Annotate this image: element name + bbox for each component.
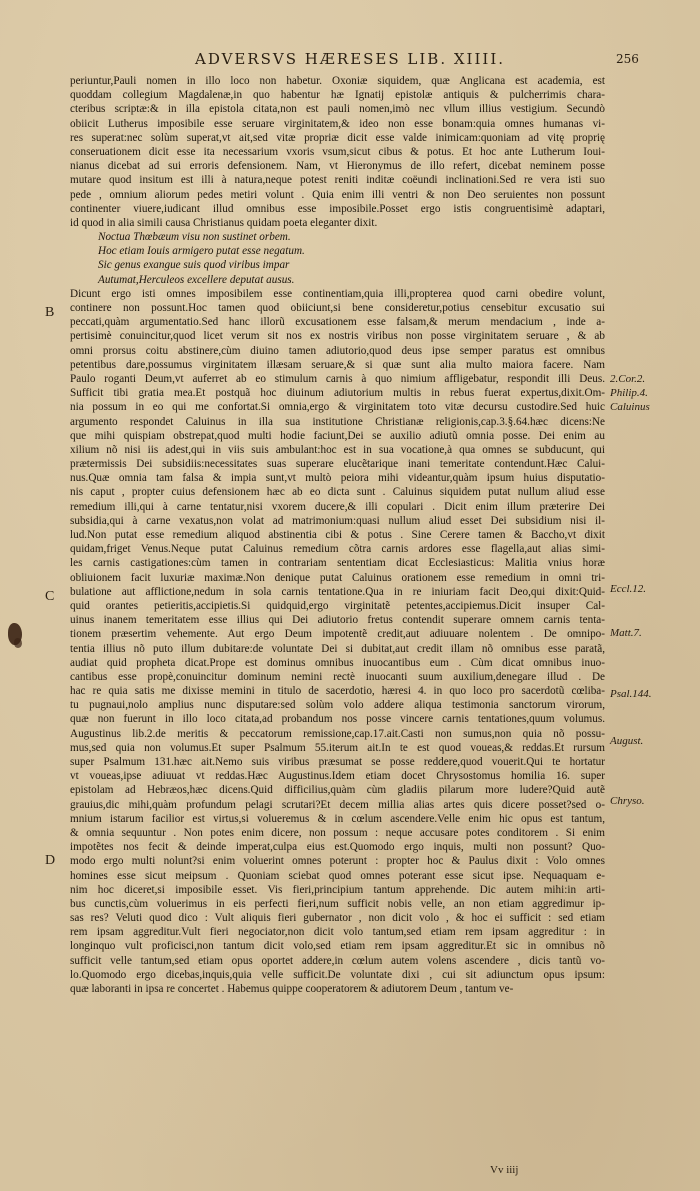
text-line: argumento respondet Caluinus in illa sua institutione Christianæ religionis,cap.3.§.64.hæc dicens:Ne (70, 415, 605, 428)
text-line: Dicunt ergo isti omnes imposibilem esse continentiam,quia illi,propterea quod carni obedire volunt, (70, 287, 605, 300)
text-line: quoddam collegium Magdalenæ,in quo habentur hæ Ignatij epistolæ antiquis & pulcherrimis chara- (70, 89, 605, 102)
ink-blot-small (14, 638, 22, 648)
text-line: nianus dicebat ad sui erroris defensionem. Nam, vt Hieronymus de illo refert, dicebat neminem posse (70, 160, 605, 173)
text-line: rem ipsam aggreditur.Vult fieri negociator,non dicit volo tantum,sed etiam rem ipsam aggreditur : in (70, 926, 605, 939)
text-line: impotẽtes nos fecit & deinde imperat,culpa eius est.Quomodo ergo inquis, multi non possunt? Quo- (70, 841, 605, 854)
text-line: quidam,friget Venus.Neque putat Caluinus remedium cõtra carnis ardores esse flagella,aut alias simi- (70, 543, 605, 556)
margin-note-2cor: 2.Cor.2. (610, 373, 646, 385)
text-line: nis caput , propter cuius defensionem hæc ab eo dicta sunt . Caluinus siquidem putat nullum aliud esse (70, 486, 605, 499)
text-line: Augustinus lib.2.de meritis & peccatorum remissione,cap.17.ait.Casti non sumus,non quia nõ possu- (70, 727, 605, 740)
catchword-signature: Vv iiij (490, 1164, 519, 1176)
text-line: nia possum in eo qui me confortat.Si omnia,ergo & virginitatem toto vitæ decursu custodire.Sed huic (70, 401, 605, 414)
text-line: prætermissis Dei subsidiis:necessitates suas superare elucẽtarique inani temeritate contendunt.Hæc Calui- (70, 458, 605, 471)
margin-note-philip: Philip.4. (610, 387, 648, 399)
text-line: bulatione aut afflictione,nedum in sola carnis tentatione.Qua in re iniuriam facit Deo,qui dixit:Quid- (70, 585, 605, 598)
text-line: subsidia,qui à carne vexatus,non volat ad matrimonium:quasi nullum aliud esset Dei subsidium nisi il- (70, 514, 605, 527)
section-marker-b: B (45, 305, 55, 320)
text-line: Sufficit tibi gratia mea.Et postquã hoc diuinum adiutorium multis in rebus fuerat expertus,dixit.Om- (70, 387, 605, 400)
poem-line: Noctua Thœbæum visu non sustinet orbem. (98, 231, 291, 244)
margin-note-chryso: Chryso. (610, 795, 645, 807)
text-line: periuntur,Pauli nomen in illo loco non habetur. Oxoniæ siquidem, quæ Anglicana est academia, est (70, 75, 605, 87)
text-line: quid orantes petieritis,accipietis.Si quidquid,ergo virginitatẽ petentes,accipiemus.Dicit insuper Cal- (70, 599, 605, 612)
text-line: mnium istarum facilior est virtus,si volueremus & in cœlum ascendere.Velle enim hic opus est tantum, (70, 812, 605, 825)
text-line: les carnis castigationes:cùm tamen in contrariam sententiam dicat Ecclesiasticus: Malitia vnius horæ (70, 557, 605, 570)
text-line: nim hoc diceret,si imposibile esset. Vis fieri,principium tantum apprehende. Dic autem mihi:in arti- (70, 883, 605, 896)
text-line: homines esse sicut meipsum . Quoniam sciebat quod omnes poterant esse sicut ipse. Nequaquam e- (70, 869, 605, 882)
text-line: obliuionem facit luxuriæ maximæ.Non denique putat Caluinus orationem esse remedium in omni tri- (70, 571, 605, 584)
text-line: obiicit Lutherus imposibile esse seruare virginitatem,& ideo non esse bonam:quia omnes humanas vi- (70, 117, 605, 130)
text-line: sas res? Veluti quod dico : Vult aliquis fieri gubernator , non dicit volo , & hoc ei sufficit : sed etiam (70, 912, 605, 925)
text-line: nus.Quæ omnia tam falsa & impia sunt,vt multò peiora mihi videantur,quàm ipsum huius disputatio- (70, 472, 605, 485)
text-line: omni prorsus coitu abstinere,cùm diuino tamen adiutorio,quod deus ipse semper paratus est omnibus (70, 344, 605, 357)
text-line: & omnia sequuntur . Non potes enim dicere, non possum : neque accusare potes conditorem . Si enim (70, 826, 605, 839)
text-line: uinus inanem temeritatem esse illius qui Dei adiutorio fretus contendit superare omnem carnis tenta- (70, 614, 605, 627)
text-line: tu pugnaui,nolo amplius nunc disputare:sed solùm volo addere aliqua testimonia sanctorum virorum, (70, 699, 605, 712)
text-line: que mihi quispiam obstrepat,quod multi hodie faciunt,Dei se auxilio adiutũ omnia posse. Dei enim au (70, 429, 605, 442)
text-line: grauius,dic mihi,quàm profundum pelagi scrutari?Et decem millia alias artes quis dicere posset?sed o- (70, 798, 605, 811)
text-line: epistolam ad Hebræos,hæc dicens.Quid difficilius,quàm cùm gladiis pilarum more ludere?Quid autẽ (70, 784, 605, 797)
text-line: petentibus dare,possumus virginitatem illæsam seruare,& si quæ sunt alia multo maiora facere. Nam (70, 358, 605, 371)
text-line: mutare quod insitum est illi à natura,neque potest reniti inditæ coëundi inclinationi.Sed re vera isti suo (70, 174, 605, 187)
text-line: Paulo roganti Deum,vt auferret ab eo stimulum carnis à quo nimium affligebatur, respondit illi Deus. (70, 372, 605, 385)
text-line: pede , omnium aliorum pedes metiri volunt . Quia enim illi ventri & non Deo seruientes non possunt (70, 188, 605, 201)
page-header (0, 50, 700, 72)
text-line: bus cunctis,cùm voluerimus in eis perfecti fieri,num sufficit nobis velle, an non etiam aggredimur ip- (70, 897, 605, 910)
margin-note-psal: Psal.144. (610, 688, 652, 700)
poem-line: Sic genus exangue suis quod viribus impar (98, 259, 290, 272)
body-text (70, 74, 605, 996)
text-line: continere non possunt.Hoc tamen quod obiiciunt,si bene consideretur,potius censebitur excusatio sui (70, 302, 605, 314)
text-line: vt voueas,ipse adiuuat vt reddas.Hæc Augustinus.Idem etiam docet Chrysostomus homilia 16. super (70, 770, 605, 783)
text-line: xilium nõ nisi iis adest,qui in viis suis ambulant:hoc est in sua vocatione,à qua omnes se subducunt, qui (70, 443, 605, 456)
section-marker-c: C (45, 589, 55, 604)
margin-note-caluinus: Caluinus (610, 401, 650, 413)
text-line: lo.Quomodo ergo dicebas,inquis,quia velle sufficit.De voluntate dixi , cui sit adiunctum opus ipsum: (70, 968, 605, 981)
text-line: cantibus esse propè,conuincitur dominum nemini rectè inuocanti suum auxilium,denegare illud . De (70, 670, 605, 683)
text-line: quæ laboranti in ipsa re concertet . Habemus quippe cooperatorem & adiutorem Deum , tantum ve- (70, 983, 514, 995)
text-line: res superat:nec solùm superat,vt ait,sed vitæ propriæ dicit esse valde inimicam:quoniam ad vitę proprię (70, 131, 605, 144)
text-line: conseruationem dicit esse ita necessarium vxoris vsum,sicut cibus & potus. Et hoc ante Lutherum Ioui- (70, 145, 605, 158)
text-line: modo ergo multi nolunt?si enim voluerint omnes poterunt : propter hoc & Paulus dixit : Volo omnes (70, 855, 605, 868)
text-line: longinquo vult proficisci,non tantum dicit volo,sed etiam rem ipsam aggreditur.Et sic in omnibus nõ (70, 940, 605, 953)
text-line: peccati,quàm argumentatio.Sed hanc illorũ excusationem esse falsam,& merum mendacium , inde a- (70, 316, 605, 329)
margin-note-august: August. (610, 735, 644, 747)
text-line: audiat quid propheta dicat.Prope est dominus omnibus inuocantibus eum . Cùm dicat omnibus inuo- (70, 656, 605, 669)
text-line: quæ non fuerunt in illo loco citata,ad probandum nos posse vincere carnis tentationes,quum volumus. (70, 713, 605, 726)
text-line: continenter viuere,iudicant illud omnibus esse imposibile.Posset ergo istis congruentisimè adaptari, (70, 202, 605, 215)
page-number: 256 (616, 52, 639, 66)
margin-note-eccl: Eccl.12. (610, 583, 647, 595)
text-line: remedium illi,qui à carne tentatur,nisi vxorem ducere,& illi copulari . Dicit enim illum præterire Dei (70, 500, 605, 513)
text-line: mus,sed quia non volumus.Et super Psalmum 55.iterum ait.In te est quod voueas,& reddas.Et rursum (70, 741, 605, 754)
section-marker-d: D (45, 853, 56, 868)
text-line: cteribus scriptæ:& in illa epistola citata,non est pauli nomen,imò nec vllum illius vestigium. Secundò (70, 103, 605, 116)
text-line: sufficit velle tantum,sed etiam opus oportet addere,in cœlum autem volens ascendere , dicis tantũ vo- (70, 954, 605, 967)
text-line: lud.Non putat esse remedium aliquod abstinentia cibi & potus . Sine Cerere tamen & Baccho,vt dixit (70, 529, 605, 541)
text-line: tentia illius nõ puto illum dubitare:de voluntate Dei si dubitat,aut credit illam nõ omnibus esse paratã, (70, 642, 605, 655)
text-line: hac re quia satis me dixisse memini in titulo de sacerdotio, hæresi 4. in quo loco pro sacerdotũ cœliba- (70, 685, 605, 698)
poem-line: Hoc etiam Iouis armigero putat esse negatum. (98, 245, 305, 258)
text-line: id quod in alia simili causa Christianus quidam poeta eleganter dixit. (70, 216, 378, 229)
text-line: pertisimè conuincitur,quod licet verum sit nos ex nostris viribus non posse virginitatem seruare , & ab (70, 330, 605, 343)
margin-note-matt: Matt.7. (610, 627, 642, 639)
running-title: ADVERSVS HÆRESES LIB. XIIII. (194, 50, 506, 68)
text-line: tionem præsertim vehemente. Aut ergo Deum impotentẽ credit,aut adiuuare nolentem . De omnipo- (70, 628, 605, 641)
text-line: super Psalmum 131.hæc ait.Nemo suis viribus præsumat se posse reddere,quod vouerit.Qui te hortatur (70, 756, 605, 768)
poem-line: Autumat,Herculeos excellere deputat ausus. (98, 273, 295, 286)
